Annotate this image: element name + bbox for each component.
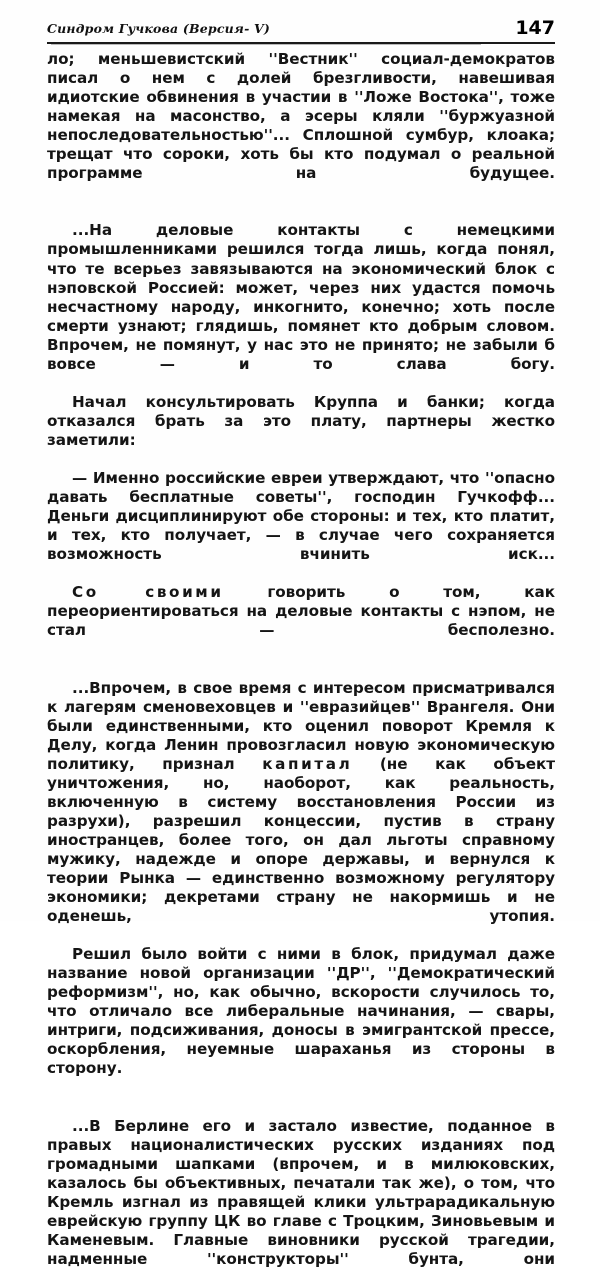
body-text-column xyxy=(47,50,555,1288)
paragraph-text: ло; меньшевистский ''Вестник'' социал-демократов писал о нем с долей брезгливости, навешивая идиотские обвинения в участии в ''Ложе Востока'', тоже намекая на масонство, а эсеры кляли ''буржуазной непоследовательностью''... Сплошной сумбур, клоака; трещат что сороки, хоть бы кто подумал о реальной программе на будущее. xyxy=(47,50,555,183)
paragraph xyxy=(47,945,555,1097)
running-head xyxy=(47,18,555,40)
letterspaced-emphasis: капитал xyxy=(262,754,353,773)
header-rule xyxy=(47,42,555,44)
paragraph xyxy=(47,221,555,392)
paragraph-text: Начал консультировать Круппа и банки; когда отказался брать за это плату, партнеры жестко заметили: xyxy=(47,392,555,449)
paragraph-text-part-a: ...Впрочем, в свое время с интересом присматривался к лагерям сменовеховцев и ''евразийцев'' Врангеля. Они были единственными, кто оценил поворот Кремля к Делу, когда Ленин провозгласил новую экономическую политику, признал xyxy=(47,678,555,773)
paragraph-text: — Именно российские евреи утверждают, что ''опасно давать бесплатные советы'', господин Гучкофф... Деньги дисциплинируют обе стороны: и тех, кто платит, и тех, кто получает, — в случае чего сохраняется возможность вчинить иск... xyxy=(47,469,555,564)
running-head-title: Синдром Гучкова (Версия- V) xyxy=(47,21,271,36)
page-number: 147 xyxy=(515,17,555,39)
paragraph xyxy=(47,1117,555,1288)
letterspaced-emphasis: Со своими xyxy=(72,583,224,602)
paragraph xyxy=(47,393,555,469)
paragraph xyxy=(47,679,555,946)
paragraph-text: Решил было войти с ними в блок, придумал даже название новой организации ''ДР'', ''Демократический реформизм'', но, как обычно, вскорости случилось то, что отличало все либеральные начинания, — свары, интриги, подсиживания, доносы в эмигрантской прессе, оскорбления, неуемные шараханья из стороны в сторону. xyxy=(47,945,555,1078)
paragraph-text: говорить о том, как переориентироваться на деловые контакты с нэпом, не стал — бесполезно. xyxy=(47,583,555,640)
paragraph-text: ...В Берлине его и застало известие, поданное в правых националистических русских изданиях под громадными шапками (впрочем, и в милюковских, казалось бы объективных, печатали так же), о том, что Кремль изгнал из правящей клики ультрарадикальную еврейскую группу ЦК во главе с Троцким, Зиновьевым и Каменевым. Главные виновники русской трагедии, надменные ''конструкторы'' бунта, они xyxy=(47,1116,555,1268)
paragraph-text-part-b: (не как объект уничтожения, но, наоборот, как реальность, включенную в систему восстановления России из разрухи), разрешил концессии, пустив в страну иностранцев, более того, он дал льготы справному мужику, надежде и опоре державы, и вернулся к теории Рынка — единственно возможному регулятору экономики; декретами страну не накормишь и не оденешь, утопия. xyxy=(47,754,555,926)
paragraph xyxy=(47,583,555,659)
paragraph-text: ...На деловые контакты с немецкими промышленниками решился тогда лишь, когда понял, что те всерьез завязываются на экономический блок с нэповской Россией: может, через них удастся помочь несчастному народу, инкогнито, конечно; хоть после смерти узнают; глядишь, помянет кто добрым словом. Впрочем, не помянут, у нас это не принято; не забыли б вовсе — и то слава богу. xyxy=(47,221,555,373)
paragraph xyxy=(47,50,555,202)
paragraph-dialogue xyxy=(47,469,555,583)
